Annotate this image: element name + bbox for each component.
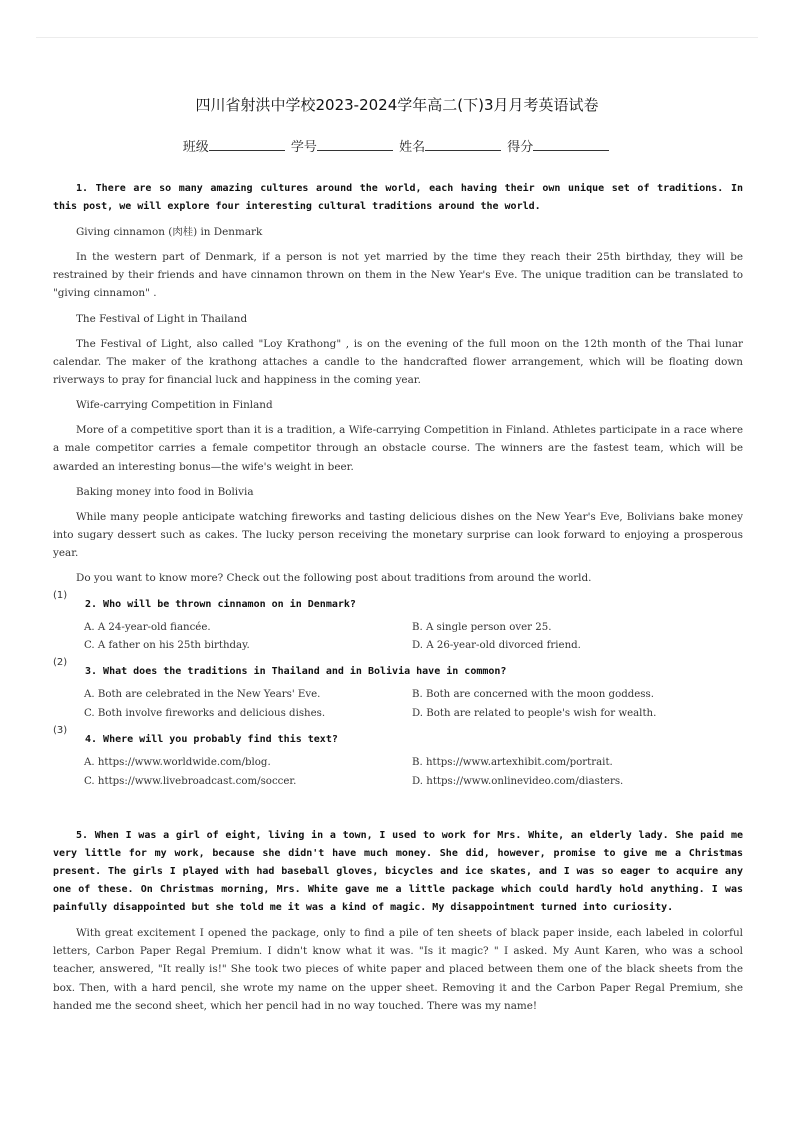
passage2-intro: 5. When I was a girl of eight, living in a town, I used to work for Mrs. White, an elderly lady. She paid me very little for my work, because she didn't have much money. She did, however, promise to give me a Christmas present. The girls I played with had baseball gloves, bicycles and ice skates, and I was so eager to acquire any one of these. On Christmas morning, Mrs. White gave me a little package which could hardly hold anything. I was painfully disappointed but she told me it was a kind of magic. My disappointment turned into curiosity. [53,830,743,914]
section-heading-thailand: The Festival of Light in Thailand [76,312,248,325]
question-number: (1) [53,589,68,601]
exam-body [53,180,743,1015]
section-heading-denmark: Giving cinnamon (肉桂) in Denmark [76,226,263,238]
question-text: 2. Who will be thrown cinnamon on in Denmark? [85,598,356,610]
question-text: 4. Where will you probably find this text? [85,734,338,746]
section-heading-bolivia: Baking money into food in Bolivia [76,485,254,498]
option-b[interactable]: B. https://www.artexhibit.com/portrait. [412,757,613,769]
option-a[interactable]: A. A 24-year-old fiancée. [84,621,211,633]
passage1-intro: 1. There are so many amazing cultures around the world, each having their own unique set of traditions. In this post, we will explore four interesting cultural traditions around the world. [53,183,743,212]
score-field-label: 得分 [507,140,534,155]
section-text-thailand: The Festival of Light, also called "Loy Krathong" , is on the evening of the full moon on the 12th month of the Thai lunar calendar. The maker of the krathong attaches a candle to the handcrafted flower arrangement, which will be floating down riverways to pray for financial luck and happiness in the coming year. [53,337,743,387]
answer-options [53,686,743,723]
option-d[interactable]: D. A 26-year-old divorced friend. [412,640,581,652]
option-c[interactable]: C. Both involve fireworks and delicious dishes. [84,707,326,719]
section-text-finland: More of a competitive sport than it is a tradition, a Wife-carrying Competition in Finland. Athletes participate in a race where a male competitor carries a female competitor through an obstacle course. The winners are the fastest team, which will be awarded an interesting bonus—the wife's weight in beer. [53,424,743,473]
score-field-blank[interactable] [533,138,609,151]
top-divider [36,37,758,38]
section-text-denmark: In the western part of Denmark, if a person is not yet married by the time they reach their 25th birthday, they will be restrained by their friends and have cinnamon thrown on them in the New Year's Eve. The unique tradition can be translated to "giving cinnamon" . [53,251,743,300]
section-text-bolivia: While many people anticipate watching fireworks and tasting delicious dishes on the New Year's Eve, Bolivians bake money into sugary dessert such as cakes. The lucky person receiving the monetary surprise can look forward to enjoying a prosperous year. [53,510,743,560]
student-info-fields [0,136,794,155]
option-d[interactable]: D. Both are related to people's wish for wealth. [412,707,657,719]
question-3 [53,725,743,791]
option-a[interactable]: A. Both are celebrated in the New Years' Eve. [84,689,321,701]
question-2 [53,657,743,723]
option-a[interactable]: A. https://www.worldwide.com/blog. [84,757,271,769]
question-1 [53,589,743,656]
answer-options [53,754,743,791]
option-b[interactable]: B. Both are concerned with the moon goddess. [412,689,654,701]
option-b[interactable]: B. A single person over 25. [412,621,552,633]
exam-title: 四川省射洪中学校2023-2024学年高二(下)3月月考英语试卷 [195,96,599,114]
name-field-label: 姓名 [399,140,426,155]
student-number-field-blank[interactable] [317,138,393,151]
name-field-blank[interactable] [425,138,501,151]
section-heading-finland: Wife-carrying Competition in Finland [76,399,273,412]
student-number-field-label: 学号 [290,140,317,155]
option-d[interactable]: D. https://www.onlinevideo.com/diasters. [412,775,624,787]
question-number: (2) [53,657,68,669]
option-c[interactable]: C. https://www.livebroadcast.com/soccer. [84,775,297,787]
question-number: (3) [53,725,68,737]
passage1-closing: Do you want to know more? Check out the following post about traditions from around the world. [76,572,592,585]
question-text: 3. What does the traditions in Thailand and in Bolivia have in common? [85,666,507,678]
class-field-label: 班级 [182,140,209,155]
passage2-text: With great excitement I opened the package, only to find a pile of ten sheets of black paper inside, each labeled in colorful letters, Carbon Paper Regal Premium. I didn't know what it was. "Is it magic? " I asked. My Aunt Karen, who was a school teacher, answered, "It really is!" She took two pieces of white paper and placed between them one of the black sheets from the box. Then, with a hard pencil, she wrote my name on the upper sheet. Removing it and the Carbon Paper Regal Premium, she handed me the second sheet, which her pencil had in no way touched. There was my name! [53,927,743,1012]
option-c[interactable]: C. A father on his 25th birthday. [84,640,250,652]
class-field-blank[interactable] [209,138,285,151]
answer-options [53,619,743,656]
